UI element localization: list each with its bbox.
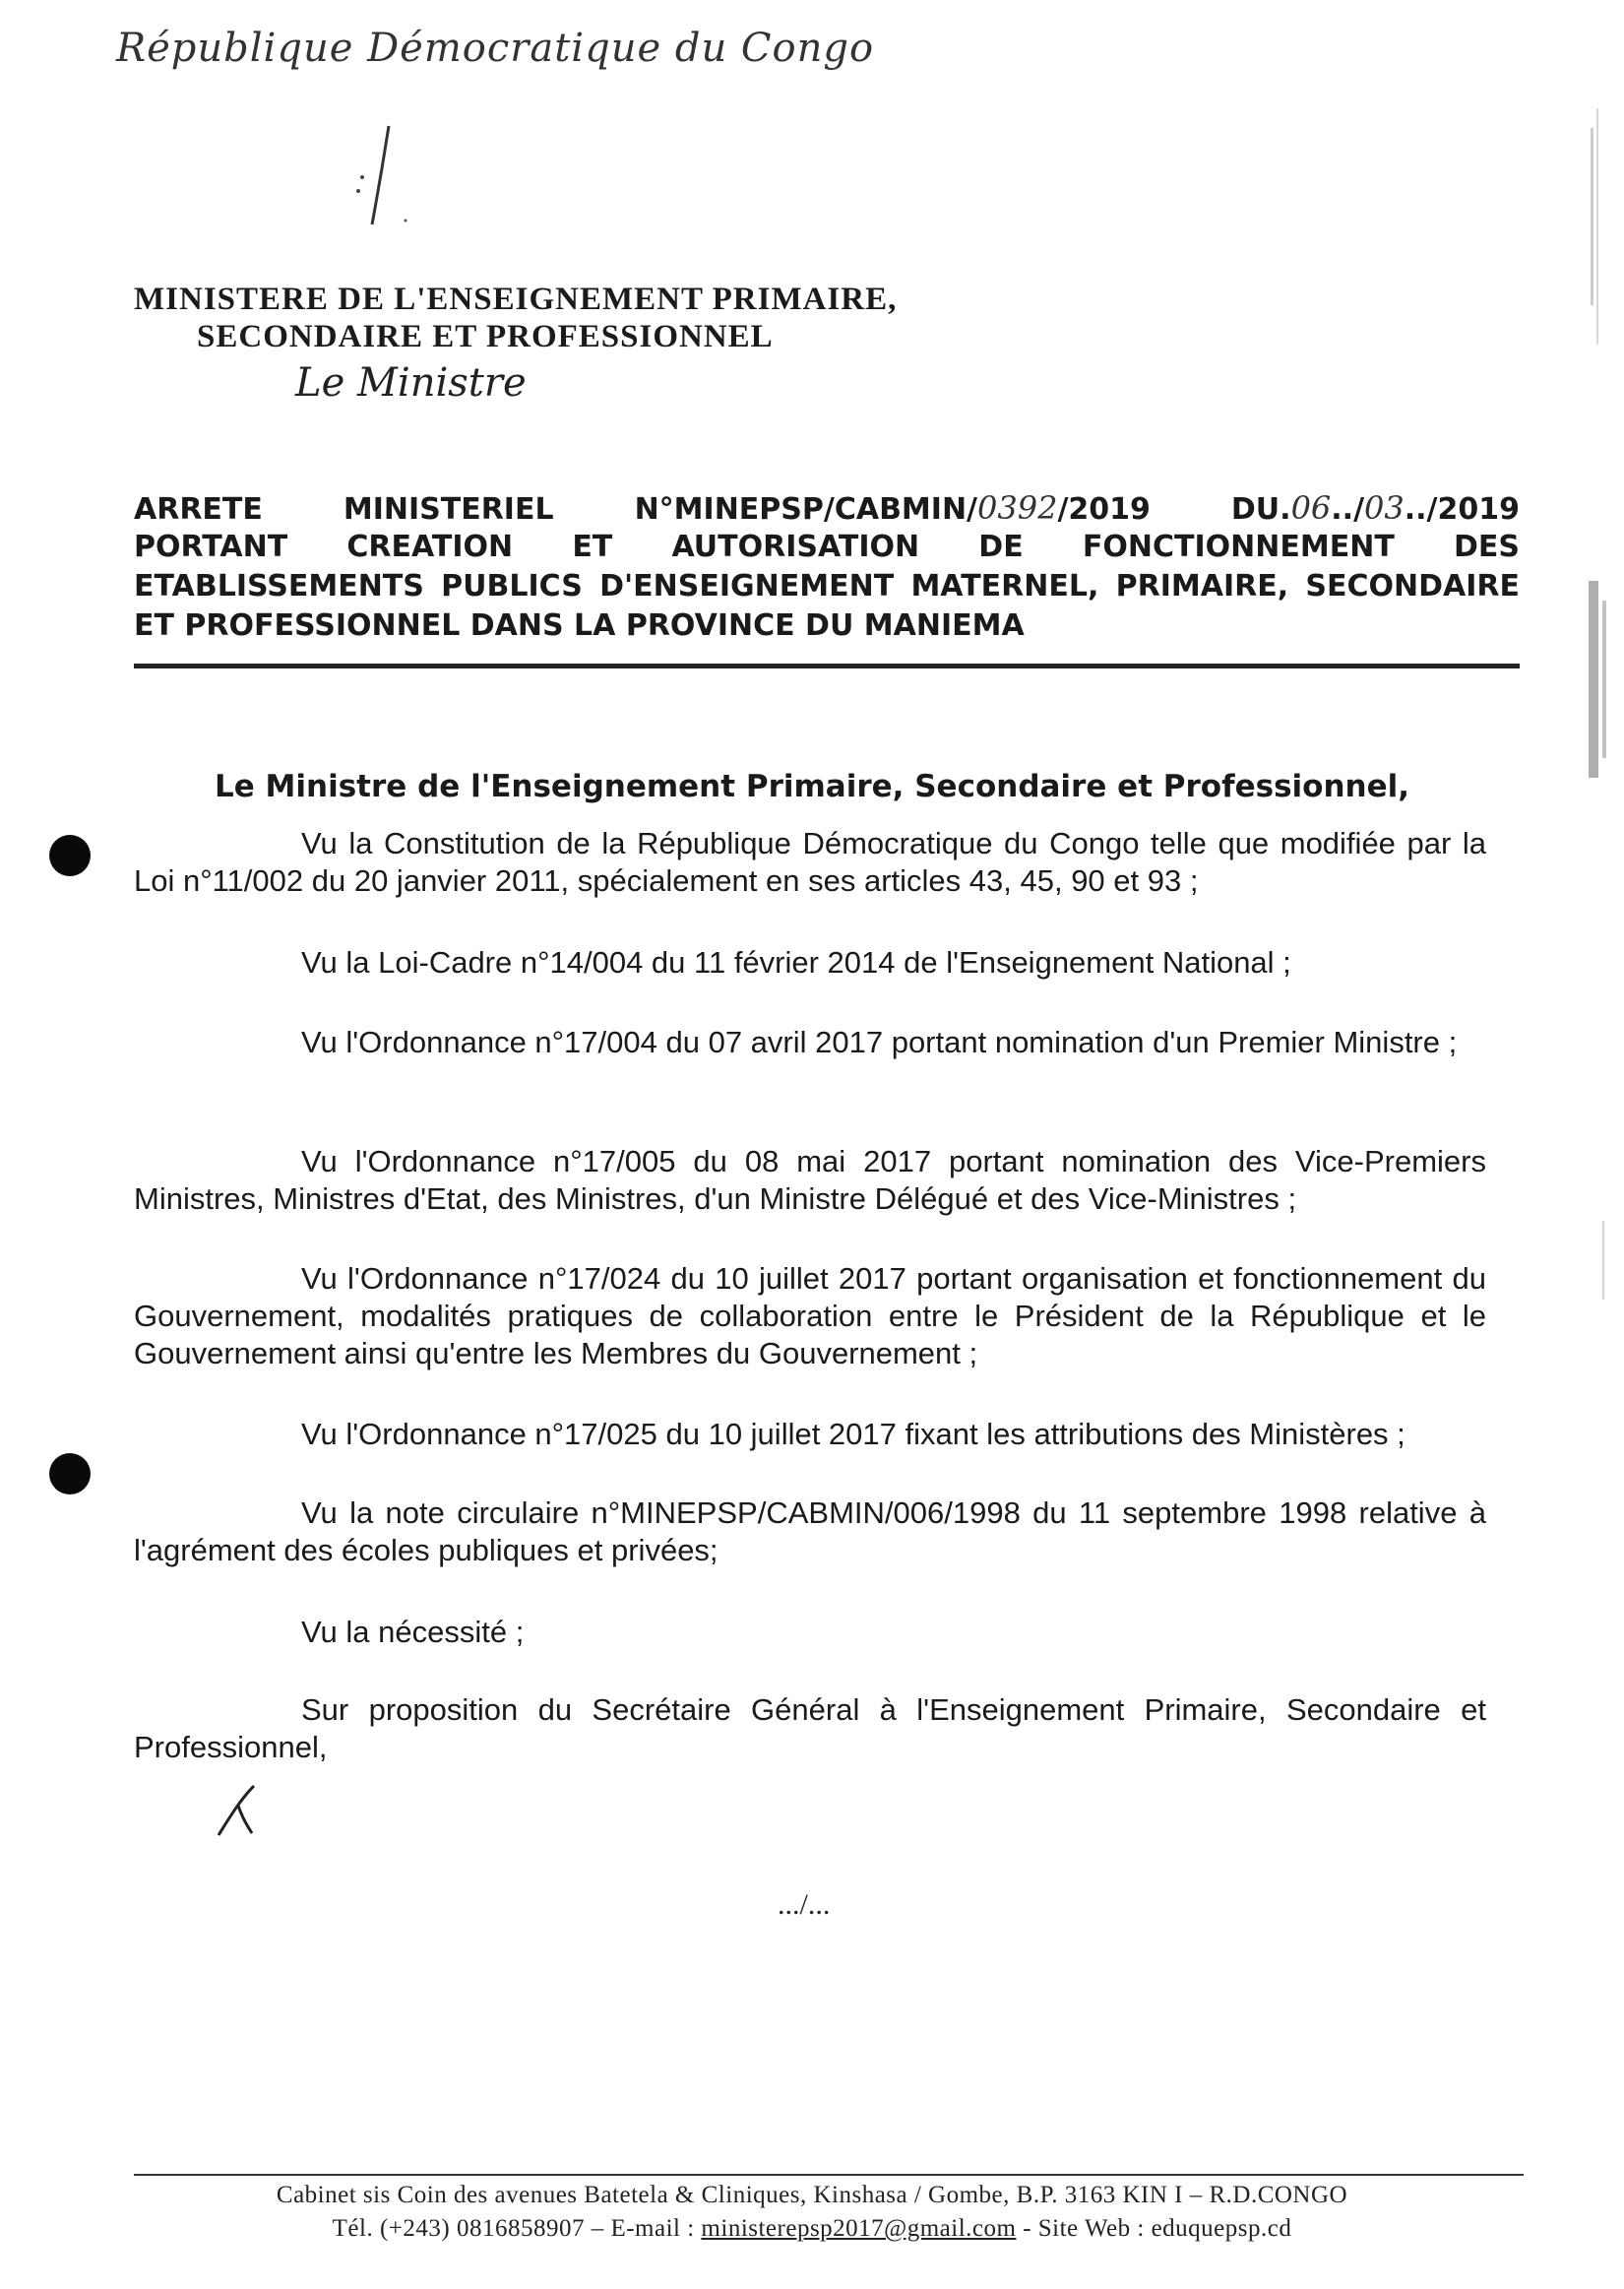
considerant-loi-cadre: Vu la Loi-Cadre n°14/004 du 11 février 2014 de l'Enseignement National ; bbox=[301, 945, 1291, 980]
punch-hole-mark bbox=[49, 1453, 91, 1494]
decree-title-line3: ETABLISSEMENTS PUBLICS D'ENSEIGNEMENT MATERNEL, PRIMAIRE, SECONDAIRE bbox=[134, 569, 1520, 604]
decree-title-line4: ET PROFESSIONNEL DANS LA PROVINCE DU MANIEMA bbox=[134, 608, 1025, 643]
scan-edge-noise bbox=[1575, 108, 1624, 817]
title-divider bbox=[134, 664, 1520, 668]
considerant-ordonnance-024: Vu l'Ordonnance n°17/024 du 10 juillet 2017 portant organisation et fonctionnement du Gouvernement, modalités pratiques de collaboration entre le Président de la République et le Gouvernement ainsi qu'entre les Membres du Gouvernement ; bbox=[134, 1261, 1486, 1370]
scan-edge-noise bbox=[1575, 1221, 1624, 1309]
page-continuation: .../... bbox=[778, 1888, 831, 1921]
handwritten-mark bbox=[344, 118, 413, 236]
footer-divider bbox=[134, 2174, 1524, 2176]
decree-title bbox=[134, 488, 1520, 646]
minister-title: Le Ministre bbox=[295, 360, 527, 406]
initials-mark bbox=[209, 1780, 268, 1839]
considerant-proposition: Sur proposition du Secrétaire Général à l'Enseignement Primaire, Secondaire et Professionnel, bbox=[134, 1692, 1486, 1764]
considerant-necessite: Vu la nécessité ; bbox=[301, 1615, 525, 1649]
decree-day: 06 bbox=[1290, 489, 1332, 527]
republic-name: République Démocratique du Congo bbox=[116, 26, 875, 71]
decree-title-line2: PORTANT CREATION ET AUTORISATION DE FONCTIONNEMENT DES bbox=[134, 530, 1520, 564]
considerant-note-circulaire: Vu la note circulaire n°MINEPSP/CABMIN/006/1998 du 11 septembre 1998 relative à l'agrément des écoles publiques et privées; bbox=[134, 1495, 1486, 1567]
footer-address: Cabinet sis Coin des avenues Batetela & Cliniques, Kinshasa / Gombe, B.P. 3163 KIN I – R.D.CONGO bbox=[276, 2182, 1348, 2208]
decree-month: 03 bbox=[1364, 489, 1405, 527]
footer-email: ministerepsp2017@gmail.com bbox=[701, 2215, 1017, 2242]
considerant-constitution: Vu la Constitution de la République Démocratique du Congo telle que modifiée par la Loi n°11/002 du 20 janvier 2011, spécialement en ses articles 43, 45, 90 et 93 ; bbox=[134, 826, 1486, 898]
preamble-heading: Le Ministre de l'Enseignement Primaire, Secondaire et Professionnel, bbox=[214, 769, 1410, 804]
ministry-name-line2: SECONDAIRE ET PROFESSIONNEL bbox=[197, 319, 774, 354]
considerant-ordonnance-005: Vu l'Ordonnance n°17/005 du 08 mai 2017 portant nomination des Vice-Premiers Ministres, Ministres d'Etat, des Ministres, d'un Ministre Délégué et des Vice-Ministres ; bbox=[134, 1144, 1486, 1216]
ministry-name-line1: MINISTERE DE L'ENSEIGNEMENT PRIMAIRE, bbox=[134, 282, 898, 317]
punch-hole-mark bbox=[49, 835, 91, 876]
footer-contact: Tél. (+243) 0816858907 – E-mail : ministerepsp2017@gmail.com - Site Web : eduquepsp.cd bbox=[332, 2215, 1292, 2242]
considerant-ordonnance-004: Vu l'Ordonnance n°17/004 du 07 avril 2017 portant nomination d'un Premier Ministre ; bbox=[301, 1025, 1458, 1059]
considerant-ordonnance-025: Vu l'Ordonnance n°17/025 du 10 juillet 2017 fixant les attributions des Ministères ; bbox=[301, 1417, 1405, 1451]
decree-title-line1: ARRETE MINISTERIEL N°MINEPSP/CABMIN/0392/2019 DU.06../03../2019 bbox=[134, 489, 1520, 527]
decree-number: 0392 bbox=[977, 489, 1058, 527]
